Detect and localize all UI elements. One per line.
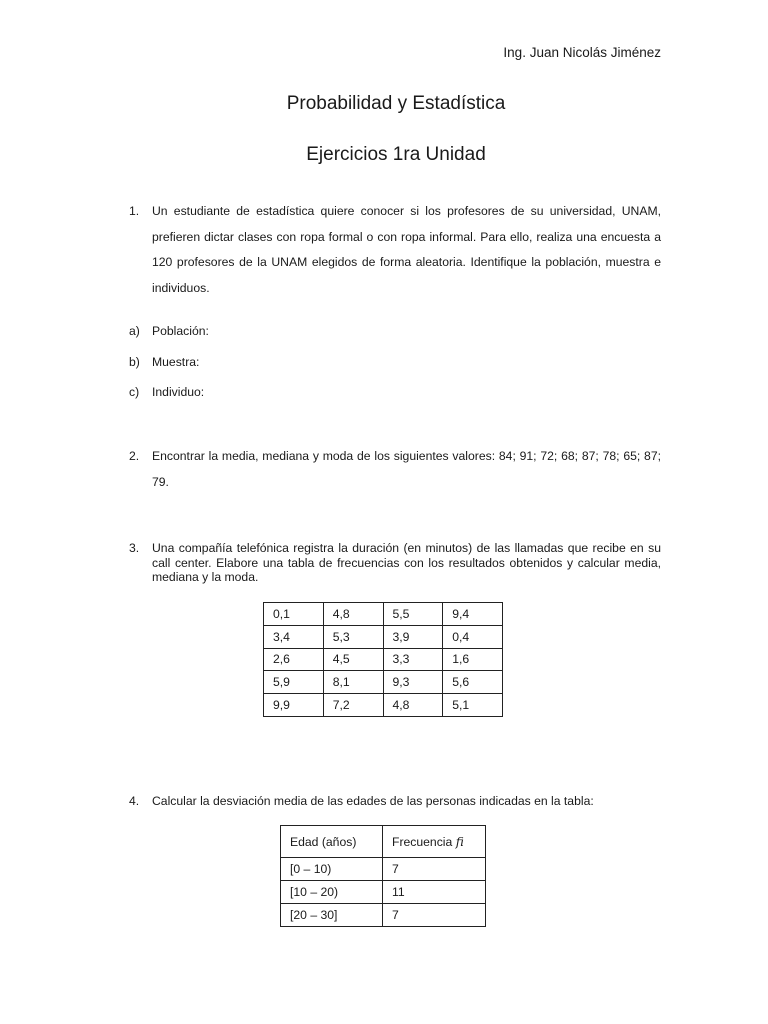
unit-title: Ejercicios 1ra Unidad	[306, 144, 486, 165]
table-row	[264, 625, 503, 648]
table-row	[264, 648, 503, 671]
exercise-4-text: Calcular la desviación media de las edades de las personas indicadas en la tabla:	[152, 794, 594, 808]
table-cell: 1,6	[443, 648, 503, 671]
table-cell: 11	[383, 881, 486, 904]
table-cell: 9,9	[264, 694, 324, 717]
exercise-1-item-a	[129, 324, 209, 338]
table-cell: 9,4	[443, 603, 503, 626]
table-cell: 5,6	[443, 671, 503, 694]
item-label: c)	[129, 385, 140, 399]
author-name: Ing. Juan Nicolás Jiménez	[503, 45, 661, 60]
table-cell: 7	[383, 904, 486, 927]
table-cell: 5,5	[383, 603, 443, 626]
table-row	[264, 694, 503, 717]
table-cell: 5,1	[443, 694, 503, 717]
table-cell: [20 – 30]	[281, 904, 383, 927]
table-cell: 4,8	[323, 603, 383, 626]
table-cell: 4,8	[383, 694, 443, 717]
exercise-2-text: Encontrar la media, mediana y moda de los siguientes valores: 84; 91; 72; 68; 87; 78; 65; 87; 79.	[152, 449, 661, 489]
table-cell: [10 – 20)	[281, 881, 383, 904]
table-cell: 4,5	[323, 648, 383, 671]
table-row	[264, 603, 503, 626]
header-frequency-label: Frecuencia	[392, 834, 456, 849]
exercise-1-item-b	[129, 355, 199, 369]
exercise-4-number: 4.	[129, 794, 140, 808]
exercise-3-text: Una compañía telefónica registra la duración (en minutos) de las llamadas que recibe en su call center. Elabore una tabla de frecuencias con los resultados obtenidos y calcular media, mediana y la moda.	[152, 541, 661, 584]
call-duration-table	[263, 602, 503, 717]
table-row	[264, 671, 503, 694]
course-title: Probabilidad y Estadística	[286, 93, 506, 114]
table-row	[281, 881, 486, 904]
exercise-1-item-c	[129, 385, 204, 399]
table-cell: 3,9	[383, 625, 443, 648]
item-text: Muestra:	[152, 355, 200, 369]
table-cell: [0 – 10)	[281, 858, 383, 881]
exercise-1-text: Un estudiante de estadística quiere conocer si los profesores de su universidad, UNAM, prefieren dictar clases con ropa formal o con ropa informal. Para ello, realiza una encuesta a 120 profesores de la UNAM elegidos de forma aleatoria. Identifique la población, muestra e individuos.	[152, 204, 661, 295]
item-text: Individuo:	[152, 385, 205, 399]
fi-symbol: fi	[455, 834, 464, 849]
table-cell: 0,4	[443, 625, 503, 648]
age-frequency-table	[280, 825, 486, 927]
table-cell: 5,9	[264, 671, 324, 694]
item-label: a)	[129, 324, 140, 338]
item-text: Población:	[152, 324, 209, 338]
item-label: b)	[129, 355, 140, 369]
exercise-2-number: 2.	[129, 449, 140, 463]
table-cell: 7,2	[323, 694, 383, 717]
table-row	[281, 904, 486, 927]
table-cell: 5,3	[323, 625, 383, 648]
table-header-row	[281, 826, 486, 858]
header-age: Edad (años)	[281, 826, 383, 858]
exercise-1-number: 1.	[129, 204, 140, 218]
table-cell: 3,3	[383, 648, 443, 671]
table-cell: 8,1	[323, 671, 383, 694]
exercise-3-number: 3.	[129, 541, 140, 555]
table-cell: 7	[383, 858, 486, 881]
table-cell: 2,6	[264, 648, 324, 671]
table-row	[281, 858, 486, 881]
table-cell: 0,1	[264, 603, 324, 626]
header-frequency	[383, 826, 486, 858]
table-cell: 9,3	[383, 671, 443, 694]
table-cell: 3,4	[264, 625, 324, 648]
